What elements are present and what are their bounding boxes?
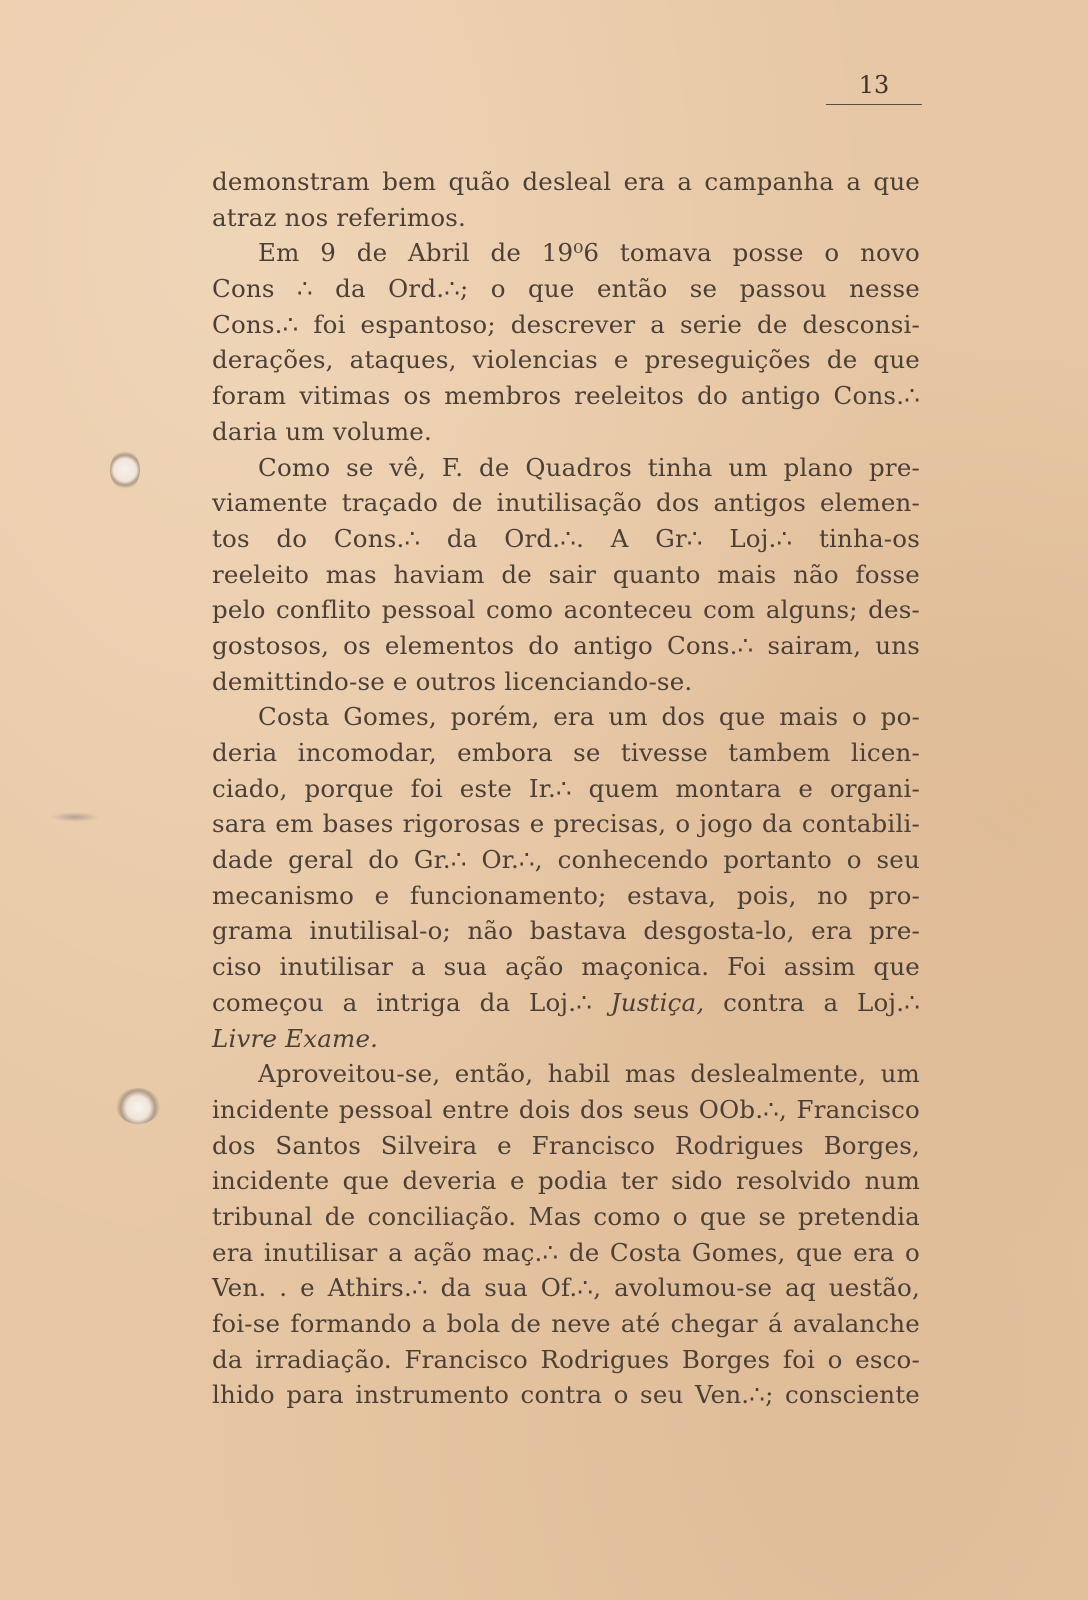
text-line-mixed	[212, 985, 920, 1021]
italic-lodge-name: Livre Exame.	[212, 1023, 379, 1053]
text-line: demittindo-se e outros licenciando-se.	[212, 666, 693, 696]
italic-lodge-name: Justiça,	[610, 987, 705, 1017]
text-line: ciso inutilisar a sua ação maçonica. Foi assim que	[212, 952, 920, 982]
text-line: foram vitimas os membros reeleitos do antigo Cons.∴	[212, 381, 920, 411]
text-line: Cons.∴ foi espantoso; descrever a serie de desconsi-	[212, 309, 920, 339]
text-line: tribunal de conciliação. Mas como o que se pretendia	[212, 1201, 920, 1231]
text-line: reeleito mas haviam de sair quanto mais não fosse	[212, 559, 920, 589]
text-line: deria incomodar, embora se tivesse tambem licen-	[212, 738, 920, 767]
text-line: ciado, porque foi este Ir.∴ quem montara e organi-	[212, 773, 920, 803]
page-number: 13	[858, 71, 890, 99]
text-line: Aproveitou-se, então, habil mas deslealmente, um	[258, 1059, 920, 1089]
paper-stain	[50, 812, 100, 822]
text-line: foi-se formando a bola de neve até chegar á avalanche	[212, 1309, 920, 1338]
text-line: daria um volume.	[212, 416, 432, 446]
text-line: sara em bases rigorosas e precisas, o jogo da contabili-	[212, 809, 920, 839]
text-segment: começou a intriga da Loj.∴	[212, 987, 593, 1017]
text-line: Como se vê, F. de Quadros tinha um plano pre-	[258, 452, 920, 482]
text-line: incidente que deveria e podia ter sido resolvido num	[212, 1166, 920, 1196]
text-line: dade geral do Gr.∴ Or.∴, conhecendo portanto o seu	[212, 845, 920, 875]
paper-stain	[116, 1088, 160, 1124]
text-line: lhido para instrumento contra o seu Ven.∴; consciente	[212, 1380, 920, 1410]
paper-stain	[110, 450, 140, 490]
text-line: dos Santos Silveira e Francisco Rodrigues Borges,	[212, 1130, 920, 1160]
text-line: Em 9 de Abril de 19⁰6 tomava posse o novo	[258, 238, 920, 268]
text-line: era inutilisar a ação maç.∴ de Costa Gomes, que era o	[212, 1237, 920, 1267]
text-line: mecanismo e funcionamento; estava, pois, no pro-	[212, 880, 920, 910]
body-text	[212, 164, 920, 1413]
text-segment: contra a Loj.∴	[723, 987, 920, 1017]
text-line: tos do Cons.∴ da Ord.∴. A Gr∴ Loj.∴ tinha-os	[212, 523, 920, 553]
text-line: viamente traçado de inutilisação dos antigos elemen-	[212, 488, 920, 518]
text-line: demonstram bem quão desleal era a campanha a que	[212, 167, 920, 196]
page-number-rule	[826, 104, 922, 105]
text-line: Costa Gomes, porém, era um dos que mais o po-	[258, 702, 920, 732]
text-line: incidente pessoal entre dois dos seus OOb.∴, Francisco	[212, 1094, 920, 1124]
text-line: atraz nos referimos.	[212, 202, 467, 232]
text-line: grama inutilisal-o; não bastava desgosta-lo, era pre-	[212, 916, 920, 946]
text-line: da irradiação. Francisco Rodrigues Borges foi o esco-	[212, 1344, 920, 1374]
text-line: gostosos, os elementos do antigo Cons.∴ sairam, uns	[212, 630, 920, 660]
text-line: Ven. . e Athirs.∴ da sua Of.∴, avolumou-se aq uestão,	[212, 1273, 920, 1303]
text-line: derações, ataques, violencias e preseguições de que	[212, 345, 920, 375]
text-line: Cons ∴ da Ord.∴; o que então se passou nesse	[212, 274, 920, 304]
text-line: pelo conflito pessoal como aconteceu com alguns; des-	[212, 595, 920, 625]
